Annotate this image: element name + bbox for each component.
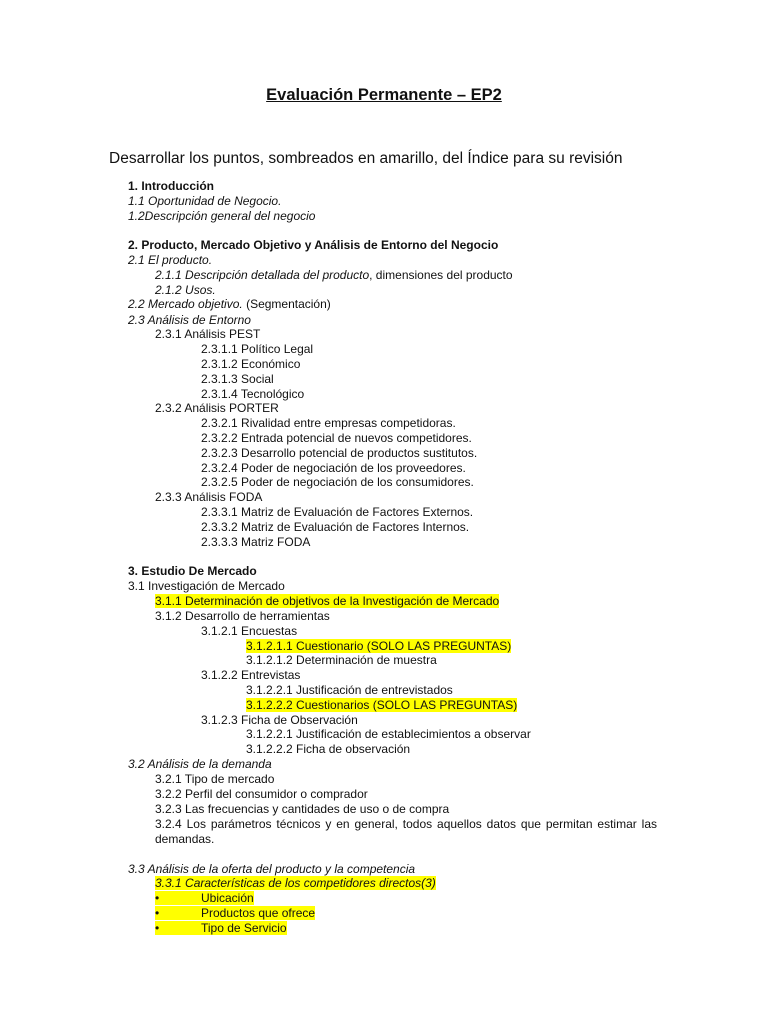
toc-item: 2.3.2.1 Rivalidad entre empresas competidoras. <box>201 416 456 430</box>
document-title: Evaluación Permanente – EP2 <box>266 86 502 104</box>
toc-item: 2.3.2.2 Entrada potencial de nuevos competidores. <box>201 431 472 445</box>
toc-item-highlighted <box>246 639 511 654</box>
toc-item: 2.3.2.5 Poder de negociación de los consumidores. <box>201 475 474 489</box>
toc-item: 2.3.1 Análisis PEST <box>155 327 261 341</box>
highlighted-text <box>155 906 315 920</box>
toc-item: 2.3.1.1 Político Legal <box>201 342 314 356</box>
toc-item: 2.3.2 Análisis PORTER <box>155 401 279 415</box>
toc-item: 2.1.2 Usos. <box>155 283 216 297</box>
toc-item: 2.3.1.2 Económico <box>201 357 301 371</box>
toc-item: 3.3 Análisis de la oferta del producto y la competencia <box>128 862 416 876</box>
document-subtitle: Desarrollar los puntos, sombreados en amarillo, del Índice para su revisión <box>109 150 623 167</box>
bullet-icon: • <box>155 906 160 920</box>
toc-item: 3.2.2 Perfil del consumidor o comprador <box>155 787 368 801</box>
toc-item: 2.3.3.2 Matriz de Evaluación de Factores Internos. <box>201 520 470 534</box>
toc-item: 3.1.2.2.1 Justificación de establecimientos a observar <box>246 727 531 741</box>
section-2-heading: 2. Producto, Mercado Objetivo y Análisis de Entorno del Negocio <box>128 238 499 252</box>
bullet-item <box>155 921 287 936</box>
bullet-label: Productos que ofrece <box>201 906 316 920</box>
toc-item-highlighted <box>155 876 436 891</box>
section-1-heading: 1. Introducción <box>128 179 215 193</box>
bullet-icon: • <box>155 921 160 935</box>
highlighted-text <box>155 891 254 905</box>
section-3-heading: 3. Estudio De Mercado <box>128 564 257 578</box>
toc-item <box>155 268 513 283</box>
toc-item: 3.1 Investigación de Mercado <box>128 579 285 593</box>
toc-item: 3.2.1 Tipo de mercado <box>155 772 275 786</box>
toc-item: 2.3.3 Análisis FODA <box>155 490 263 504</box>
toc-item: 3.1.2.2.1 Justificación de entrevistados <box>246 683 453 697</box>
toc-item-part: , dimensiones del producto <box>369 268 513 282</box>
toc-item: 3.1.2.1 Encuestas <box>201 624 298 638</box>
toc-item: 3.2.4 Los parámetros técnicos y en general, todos aquellos datos que permitan estimar las demandas. <box>155 817 657 846</box>
bullet-label: Ubicación <box>201 891 254 905</box>
toc-item: 2.3.2.4 Poder de negociación de los proveedores. <box>201 461 466 475</box>
highlighted-text: 3.1.2.1.1 Cuestionario (SOLO LAS PREGUNTAS) <box>246 639 512 653</box>
toc-item: 2.3.1.3 Social <box>201 372 274 386</box>
toc-item-highlighted <box>155 594 499 609</box>
toc-item-part: 2.2 Mercado objetivo. <box>128 297 243 311</box>
toc-item: 3.1.2.1.2 Determinación de muestra <box>246 653 437 667</box>
bullet-item <box>155 891 254 906</box>
toc-item: 3.1.2 Desarrollo de herramientas <box>155 609 330 623</box>
highlighted-text: 3.1.1 Determinación de objetivos de la Investigación de Mercado <box>155 594 500 608</box>
toc-item: 1.2Descripción general del negocio <box>128 209 316 223</box>
toc-item: 2.3.2.3 Desarrollo potencial de productos sustitutos. <box>201 446 478 460</box>
toc-item: 2.3.1.4 Tecnológico <box>201 387 305 401</box>
toc-item-part: 2.1.1 Descripción detallada del producto <box>155 268 370 282</box>
highlighted-text: 3.3.1 Características de los competidores directos(3) <box>155 876 436 890</box>
toc-item: 2.1 El producto. <box>128 253 213 267</box>
toc-item <box>128 297 331 312</box>
toc-item: 3.2 Análisis de la demanda <box>128 757 272 771</box>
toc-item: 2.3.3.3 Matriz FODA <box>201 535 311 549</box>
toc-item: 2.3 Análisis de Entorno <box>128 313 251 327</box>
toc-item: 3.1.2.2 Entrevistas <box>201 668 301 682</box>
bullet-icon: • <box>155 891 160 905</box>
toc-item: 2.3.3.1 Matriz de Evaluación de Factores Externos. <box>201 505 474 519</box>
toc-item: 3.2.3 Las frecuencias y cantidades de uso o de compra <box>155 802 450 816</box>
toc-item: 3.1.2.2.2 Ficha de observación <box>246 742 411 756</box>
toc-item: 3.1.2.3 Ficha de Observación <box>201 713 358 727</box>
bullet-label: Tipo de Servicio <box>201 921 287 935</box>
toc-item-highlighted <box>246 698 517 713</box>
bullet-item <box>155 906 315 921</box>
toc-item-part: (Segmentación) <box>242 297 331 311</box>
highlighted-text <box>155 921 287 935</box>
toc-item: 1.1 Oportunidad de Negocio. <box>128 194 282 208</box>
highlighted-text: 3.1.2.2.2 Cuestionarios (SOLO LAS PREGUNTAS) <box>246 698 518 712</box>
